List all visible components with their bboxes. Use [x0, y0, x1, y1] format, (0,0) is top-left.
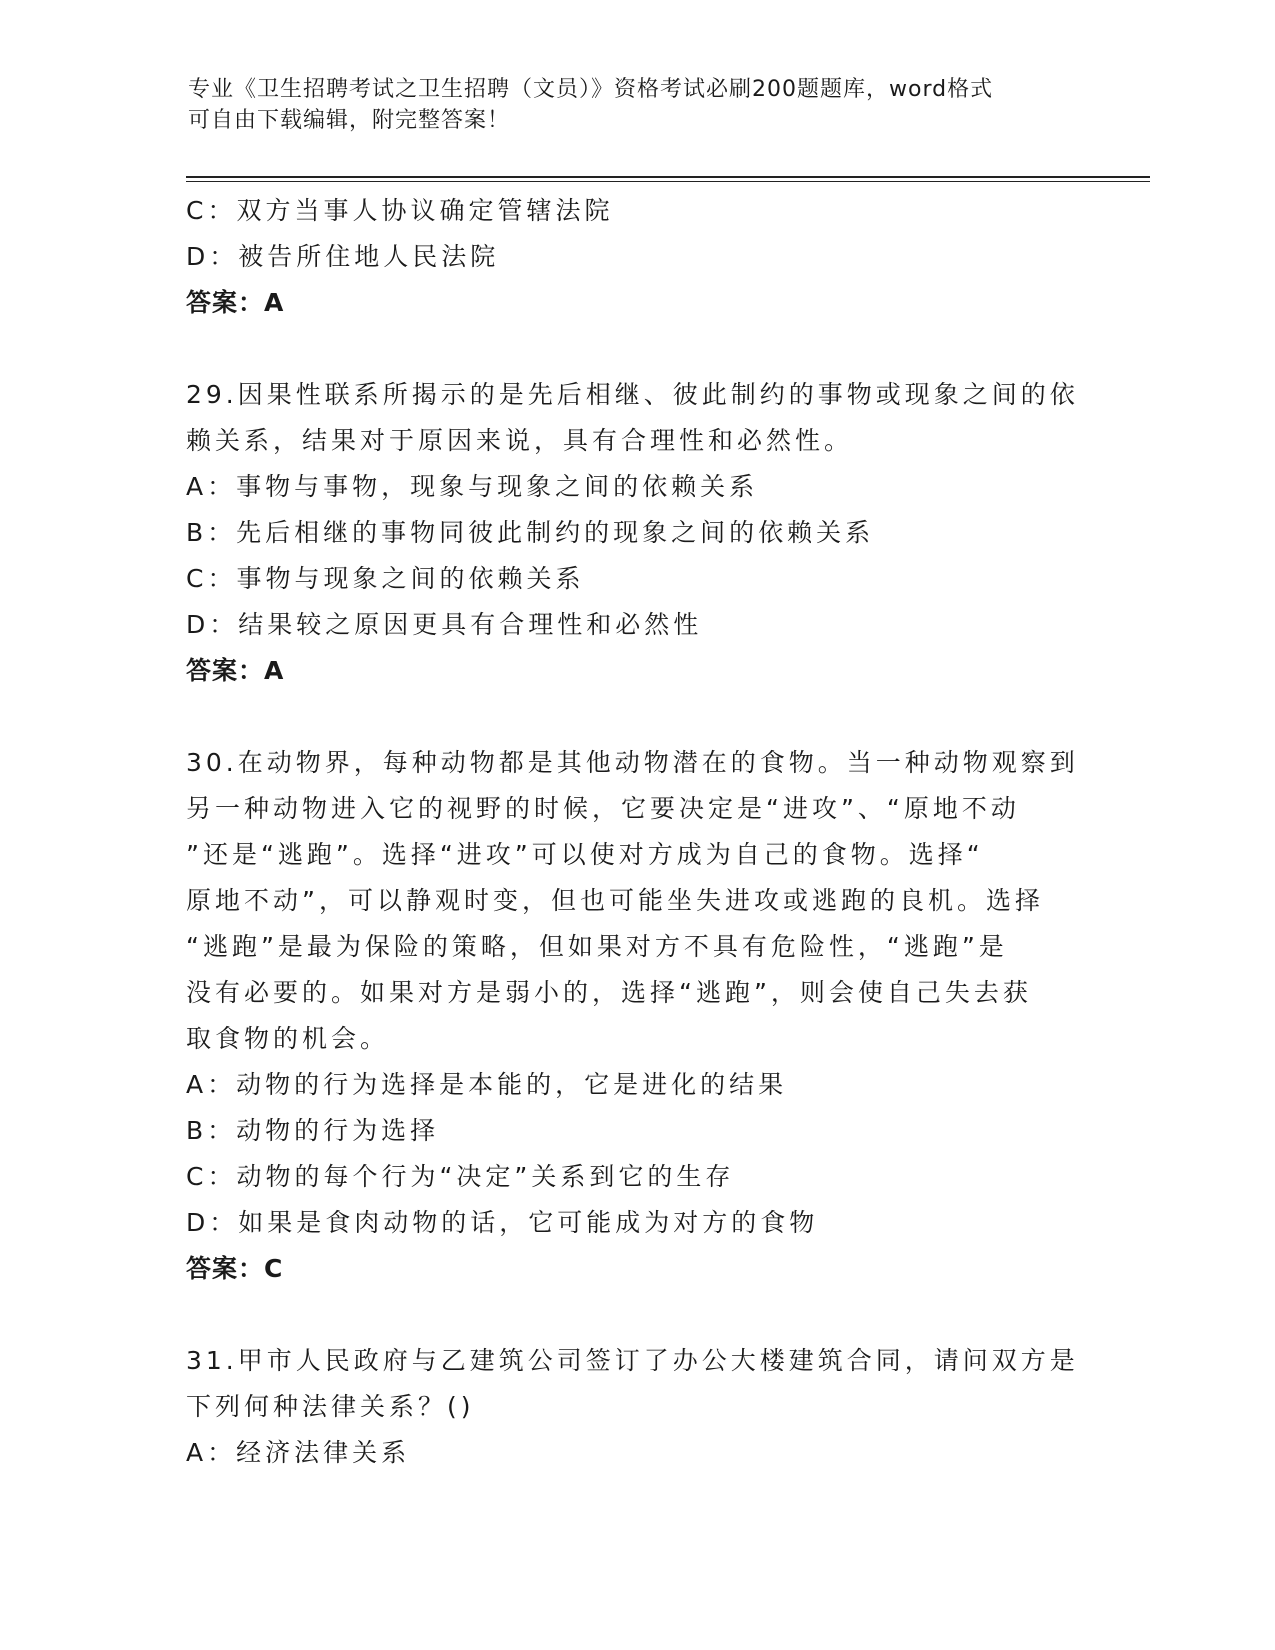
spacer	[186, 326, 1086, 372]
option-b: B：先后相继的事物同彼此制约的现象之间的依赖关系	[186, 518, 875, 547]
option-d: D：被告所住地人民法院	[186, 242, 500, 271]
question-31	[186, 1338, 1086, 1476]
option-c: C：动物的每个行为“决定”关系到它的生存	[186, 1162, 735, 1191]
option-d: D：结果较之原因更具有合理性和必然性	[186, 610, 703, 639]
option-c: C：事物与现象之间的依赖关系	[186, 564, 585, 593]
question-stem-line: 赖关系，结果对于原因来说，具有合理性和必然性。	[186, 426, 854, 455]
question-stem-line: 31.甲市人民政府与乙建筑公司签订了办公大楼建筑合同，请问双方是	[186, 1346, 1079, 1375]
option-a: A：动物的行为选择是本能的，它是进化的结果	[186, 1070, 788, 1099]
question-stem-line: 29.因果性联系所揭示的是先后相继、彼此制约的事物或现象之间的依	[186, 380, 1079, 409]
answer: 答案：C	[186, 1254, 284, 1283]
question-28	[186, 188, 1086, 326]
option-d: D：如果是食肉动物的话，它可能成为对方的食物	[186, 1208, 819, 1237]
question-stem-line: 30.在动物界，每种动物都是其他动物潜在的食物。当一种动物观察到	[186, 748, 1079, 777]
option-b: B：动物的行为选择	[186, 1116, 440, 1145]
option-c: C：双方当事人协议确定管辖法院	[186, 196, 614, 225]
question-stem-line: 没有必要的。如果对方是弱小的，选择“逃跑”，则会使自己失去获	[186, 978, 1032, 1007]
header-divider-thin	[186, 181, 1150, 182]
answer: 答案：A	[186, 288, 285, 317]
option-a: A：事物与事物，现象与现象之间的依赖关系	[186, 472, 759, 501]
question-stem-line: 原地不动”，可以静观时变，但也可能坐失进攻或逃跑的良机。选择	[186, 886, 1044, 915]
page-header	[188, 74, 1088, 136]
spacer	[186, 1292, 1086, 1338]
option-a: A：经济法律关系	[186, 1438, 411, 1467]
question-stem-line: 下列何种法律关系？()	[186, 1392, 475, 1421]
question-30	[186, 740, 1086, 1292]
question-stem-line: 取食物的机会。	[186, 1024, 390, 1053]
question-list	[186, 188, 1086, 1476]
spacer	[186, 694, 1086, 740]
question-29	[186, 372, 1086, 694]
header-line-2: 可自由下载编辑，附完整答案！	[188, 108, 511, 133]
question-stem-line: “逃跑”是最为保险的策略，但如果对方不具有危险性，“逃跑”是	[186, 932, 1008, 961]
header-line-1: 专业《卫生招聘考试之卫生招聘（文员）》资格考试必刷200题题库，word格式	[188, 77, 994, 102]
header-divider-thick	[186, 176, 1150, 178]
question-stem-line: 另一种动物进入它的视野的时候，它要决定是“进攻”、“原地不动	[186, 794, 1020, 823]
question-stem-line: ”还是“逃跑”。选择“进攻”可以使对方成为自己的食物。选择“	[186, 840, 984, 869]
answer: 答案：A	[186, 656, 285, 685]
